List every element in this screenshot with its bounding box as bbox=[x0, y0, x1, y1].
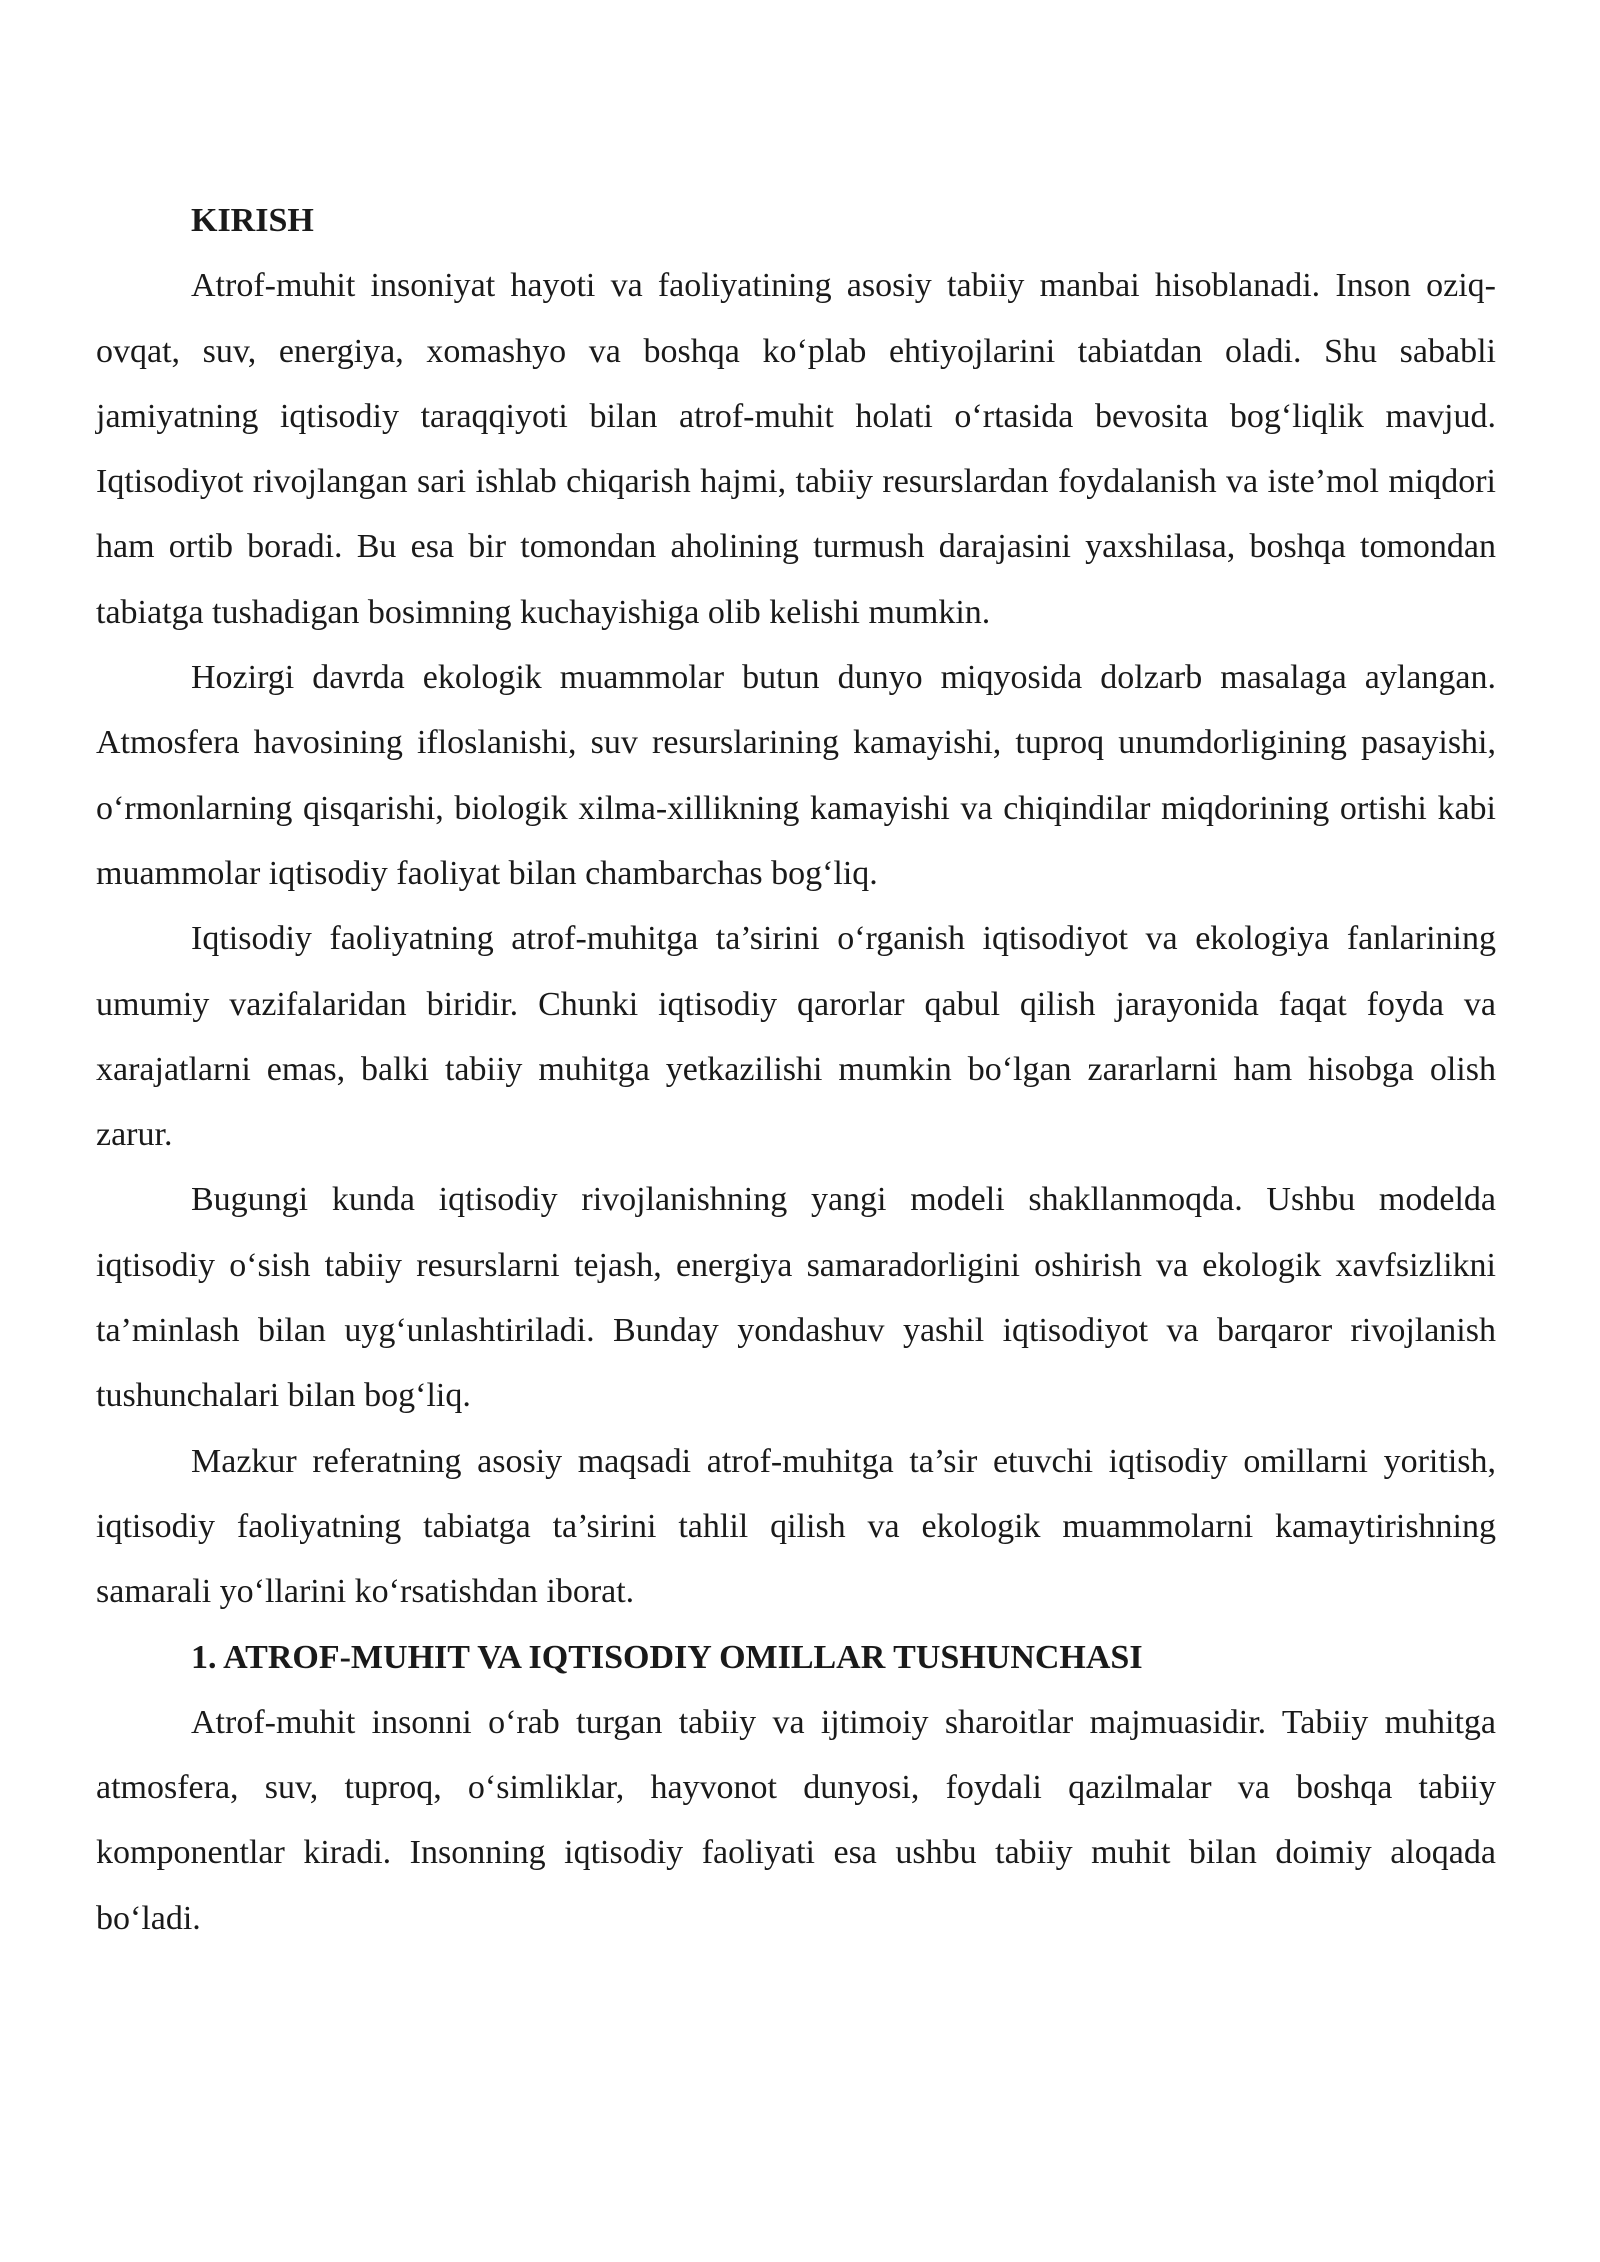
heading-section-1: 1. ATROF-MUHIT VA IQTISODIY OMILLAR TUSHUNCHASI bbox=[191, 1638, 1143, 1676]
intro-paragraph-5: Mazkur referatning asosiy maqsadi atrof-muhitga ta’sir etuvchi iqtisodiy omillarni yoritish, iqtisodiy faoliyatning tabiatga ta’sirini tahlil qilish va ekologik muammolarni kamaytirishning samarali yo‘llarini ko‘rsatishdan iborat. bbox=[96, 1442, 1496, 1611]
section1-paragraph-1: Atrof-muhit insonni o‘rab turgan tabiiy va ijtimoiy sharoitlar majmuasidir. Tabiiy muhitga atmosfera, suv, tuproq, o‘simliklar, hayvonot dunyosi, foydali qazilmalar va boshqa tabiiy komponentlar kiradi. Insonning iqtisodiy faoliyati esa ushbu tabiiy muhit bilan doimiy aloqada bo‘ladi. bbox=[96, 1703, 1496, 1937]
heading-intro: KIRISH bbox=[191, 202, 314, 239]
intro-paragraph-3: Iqtisodiy faoliyatning atrof-muhitga ta’sirini o‘rganish iqtisodiyot va ekologiya fanlarining umumiy vazifalaridan biridir. Chunki iqtisodiy qarorlar qabul qilish jarayonida faqat foyda va xarajatlarni emas, balki tabiiy muhitga yetkazilishi mumkin bo‘lgan zararlarni ham hisobga olish zarur. bbox=[96, 920, 1496, 1154]
intro-paragraph-2: Hozirgi davrda ekologik muammolar butun dunyo miqyosida dolzarb masalaga aylangan. Atmosfera havosining ifloslanishi, suv resurslarining kamayishi, tuproq unumdorligining pasayishi, o‘rmonlarning qisqarishi, biologik xilma-xillikning kamayishi va chiqindilar miqdorining ortishi kabi muammolar iqtisodiy faoliyat bilan chambarchas bog‘liq. bbox=[96, 659, 1496, 892]
document-page bbox=[96, 188, 1496, 1951]
intro-paragraph-1: Atrof-muhit insoniyat hayoti va faoliyatining asosiy tabiiy manbai hisoblanadi. Inson oziq-ovqat, suv, energiya, xomashyo va boshqa ko‘plab ehtiyojlarini tabiatdan oladi. Shu sababli jamiyatning iqtisodiy taraqqiyoti bilan atrof-muhit holati o‘rtasida bevosita bog‘liqlik mavjud. Iqtisodiyot rivojlangan sari ishlab chiqarish hajmi, tabiiy resurslardan foydalanish va iste’mol miqdori ham ortib boradi. Bu esa bir tomondan aholining turmush darajasini yaxshilasa, boshqa tomondan tabiatga tushadigan bosimning kuchayishiga olib kelishi mumkin. bbox=[96, 267, 1496, 631]
intro-paragraph-4: Bugungi kunda iqtisodiy rivojlanishning yangi modeli shakllanmoqda. Ushbu modelda iqtisodiy o‘sish tabiiy resurslarni tejash, energiya samaradorligini oshirish va ekologik xavfsizlikni ta’minlash bilan uyg‘unlashtiriladi. Bunday yondashuv yashil iqtisodiyot va barqaror rivojlanish tushunchalari bilan bog‘liq. bbox=[96, 1181, 1496, 1415]
